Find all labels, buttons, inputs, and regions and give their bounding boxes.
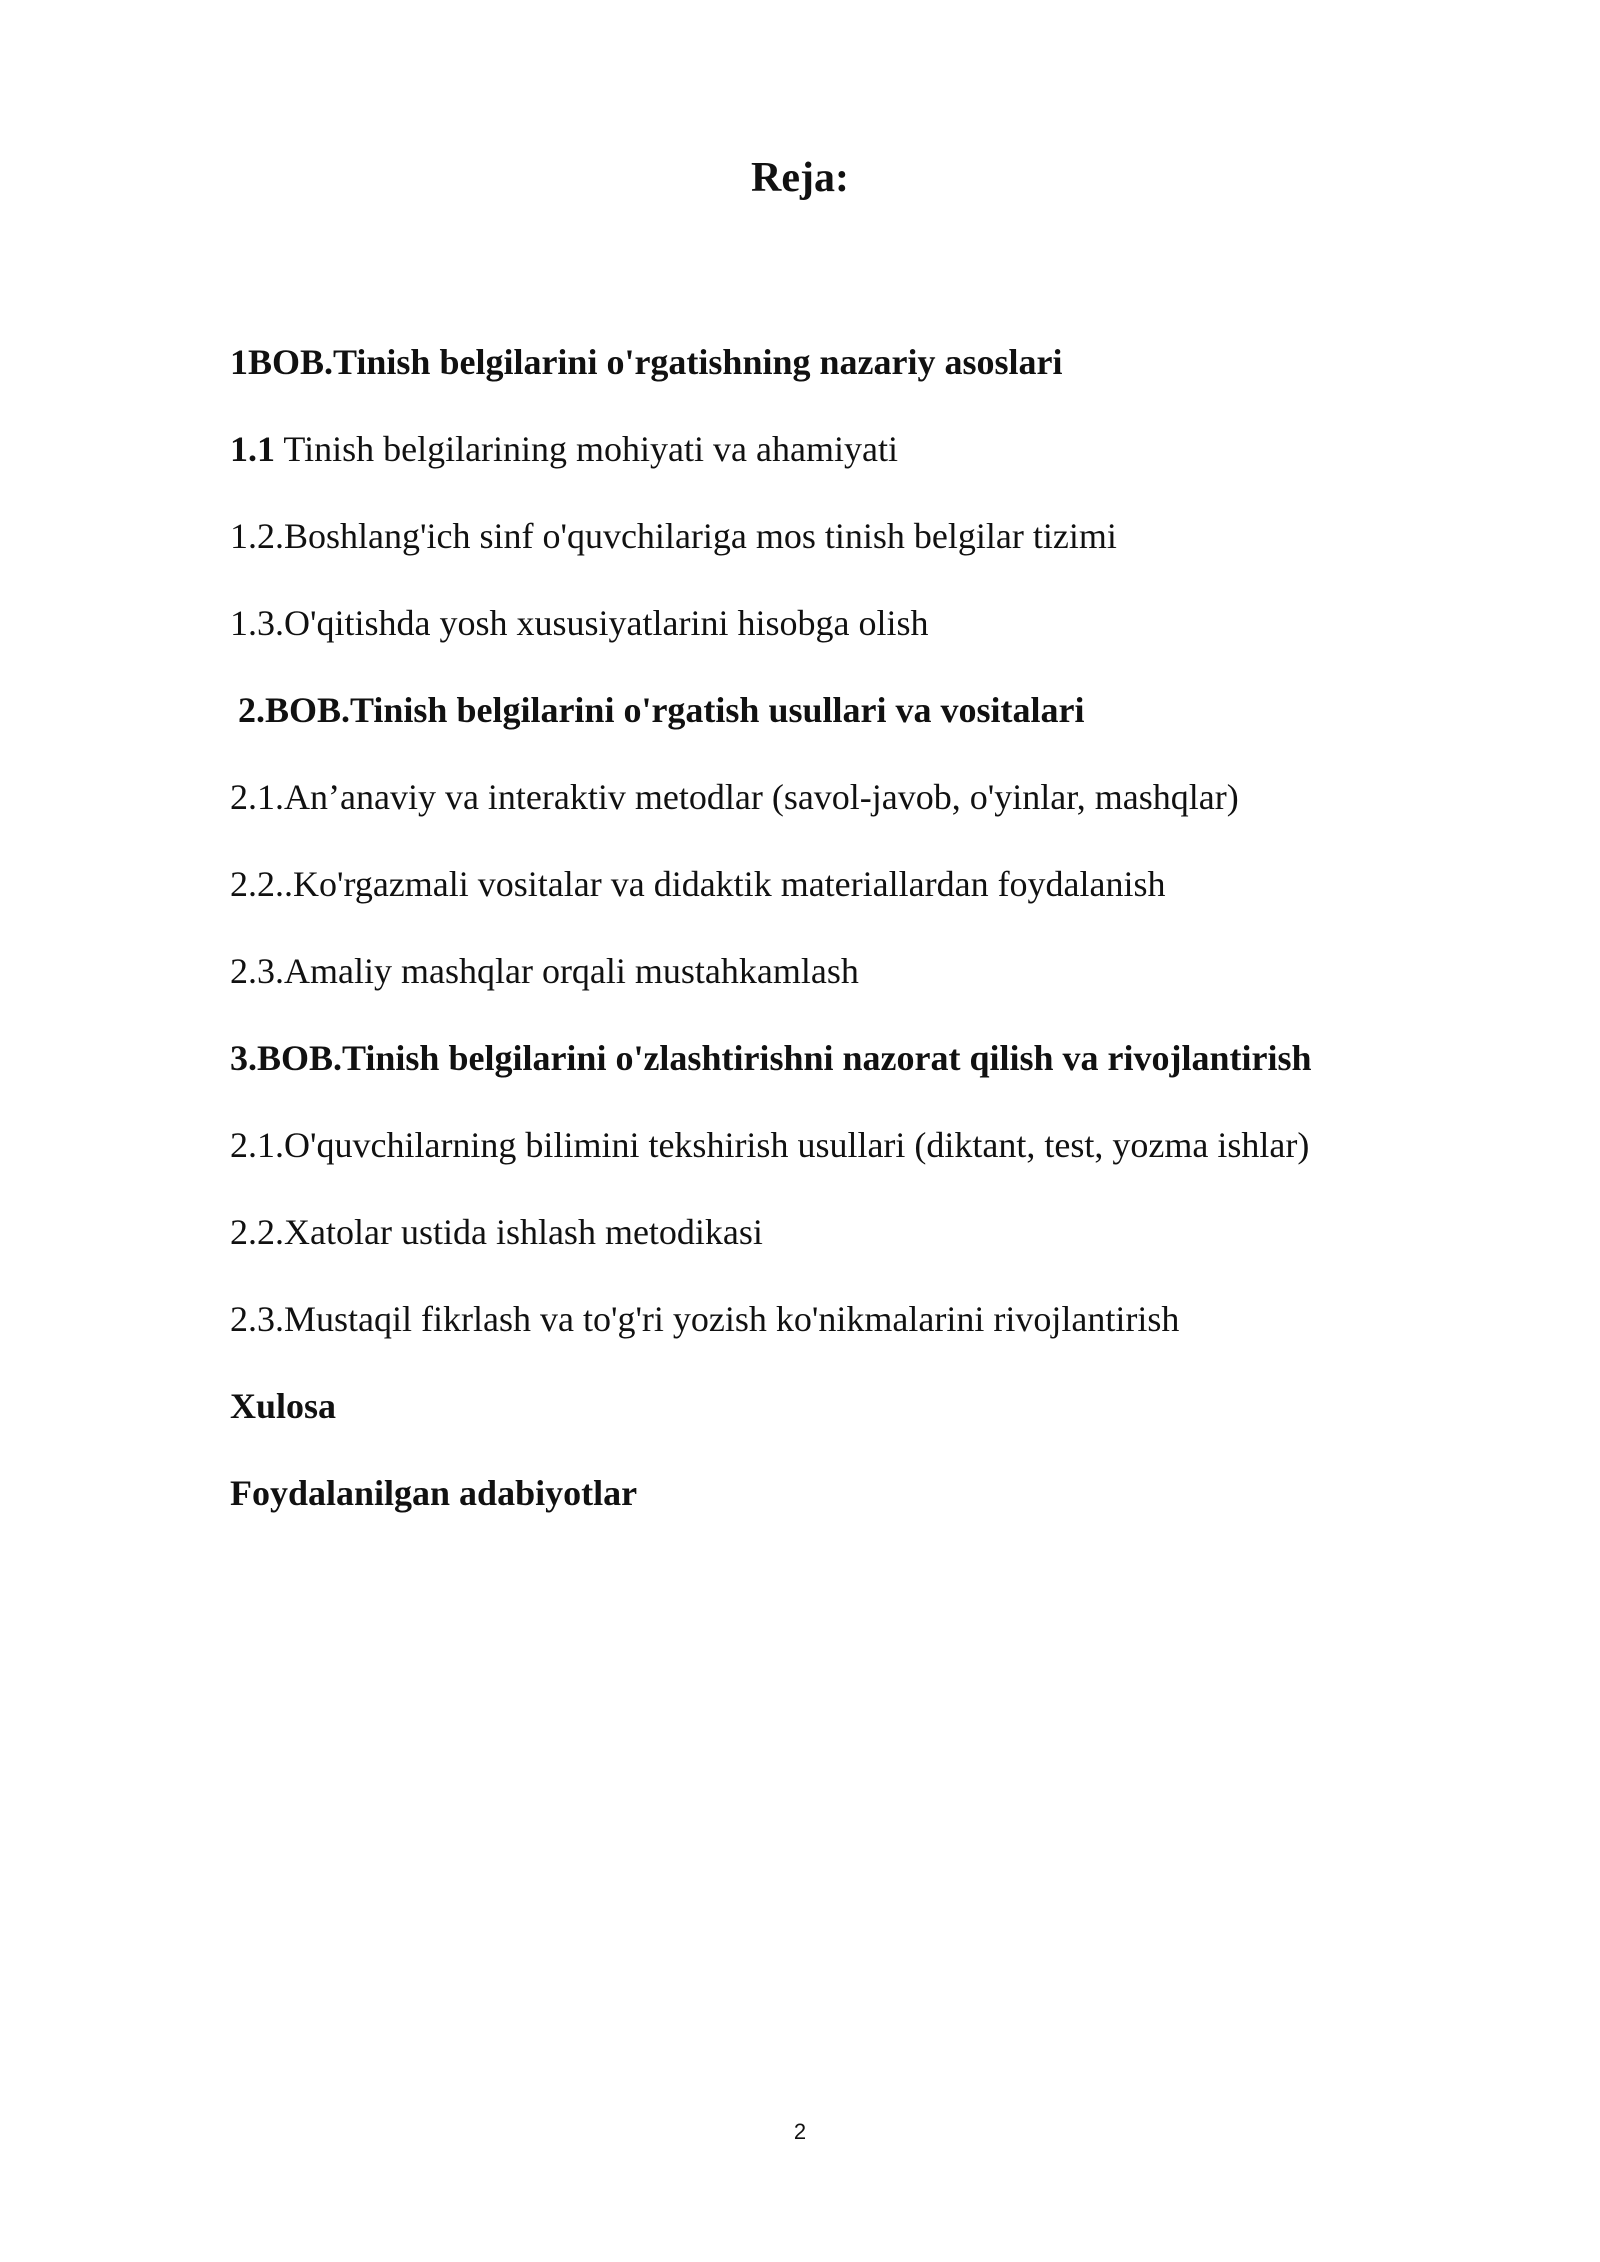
toc-section-3-1-text: 2.1.O'quvchilarning bilimini tekshirish usullari (diktant, test, yozma ishlar) (230, 1125, 1310, 1165)
toc-section-3-2-text: 2.2.Xatolar ustida ishlash metodikasi (230, 1212, 763, 1252)
toc-section-3-2 (230, 1208, 1430, 1295)
toc-section-3-1 (230, 1121, 1430, 1208)
toc-chapter-2-text: 2.BOB.Tinish belgilarini o'rgatish usullari va vositalari (238, 690, 1085, 730)
table-of-contents (230, 338, 1430, 1556)
toc-references (230, 1469, 1430, 1556)
page-title: Reja: (751, 155, 849, 201)
toc-section-2-2-text: 2.2..Ko'rgazmali vositalar va didaktik materiallardan foydalanish (230, 864, 1166, 904)
toc-section-1-3 (230, 599, 1430, 686)
toc-chapter-1-text: 1BOB.Tinish belgilarini o'rgatishning nazariy asoslari (230, 342, 1063, 382)
toc-section-2-3 (230, 947, 1430, 1034)
toc-chapter-2 (230, 686, 1430, 773)
toc-section-3-3 (230, 1295, 1430, 1382)
toc-conclusion-text: Xulosa (230, 1386, 337, 1426)
toc-chapter-3 (230, 1034, 1430, 1121)
toc-section-2-1-text: 2.1.An’anaviy va interaktiv metodlar (savol-javob, o'yinlar, mashqlar) (230, 777, 1239, 817)
toc-chapter-3-text: 3.BOB.Tinish belgilarini o'zlashtirishni nazorat qilish va rivojlantirish (230, 1038, 1312, 1078)
toc-section-1-1 (230, 425, 1430, 512)
page-number: 2 (793, 2119, 807, 2144)
toc-conclusion (230, 1382, 1430, 1469)
toc-section-1-2-text: 1.2.Boshlang'ich sinf o'quvchilariga mos tinish belgilar tizimi (230, 516, 1117, 556)
toc-section-3-3-text: 2.3.Mustaqil fikrlash va to'g'ri yozish ko'nikmalarini rivojlantirish (230, 1299, 1180, 1339)
toc-chapter-1 (230, 338, 1430, 425)
toc-section-2-2 (230, 860, 1430, 947)
toc-section-1-3-text: 1.3.O'qitishda yosh xususiyatlarini hisobga olish (230, 603, 929, 643)
toc-section-1-1-text: Tinish belgilarining mohiyati va ahamiyati (275, 429, 898, 469)
toc-section-2-1 (230, 773, 1430, 860)
toc-section-1-2 (230, 512, 1430, 599)
toc-section-1-1-number: 1.1 (230, 429, 275, 469)
toc-section-2-3-text: 2.3.Amaliy mashqlar orqali mustahkamlash (230, 951, 859, 991)
toc-references-text: Foydalanilgan adabiyotlar (230, 1473, 638, 1513)
